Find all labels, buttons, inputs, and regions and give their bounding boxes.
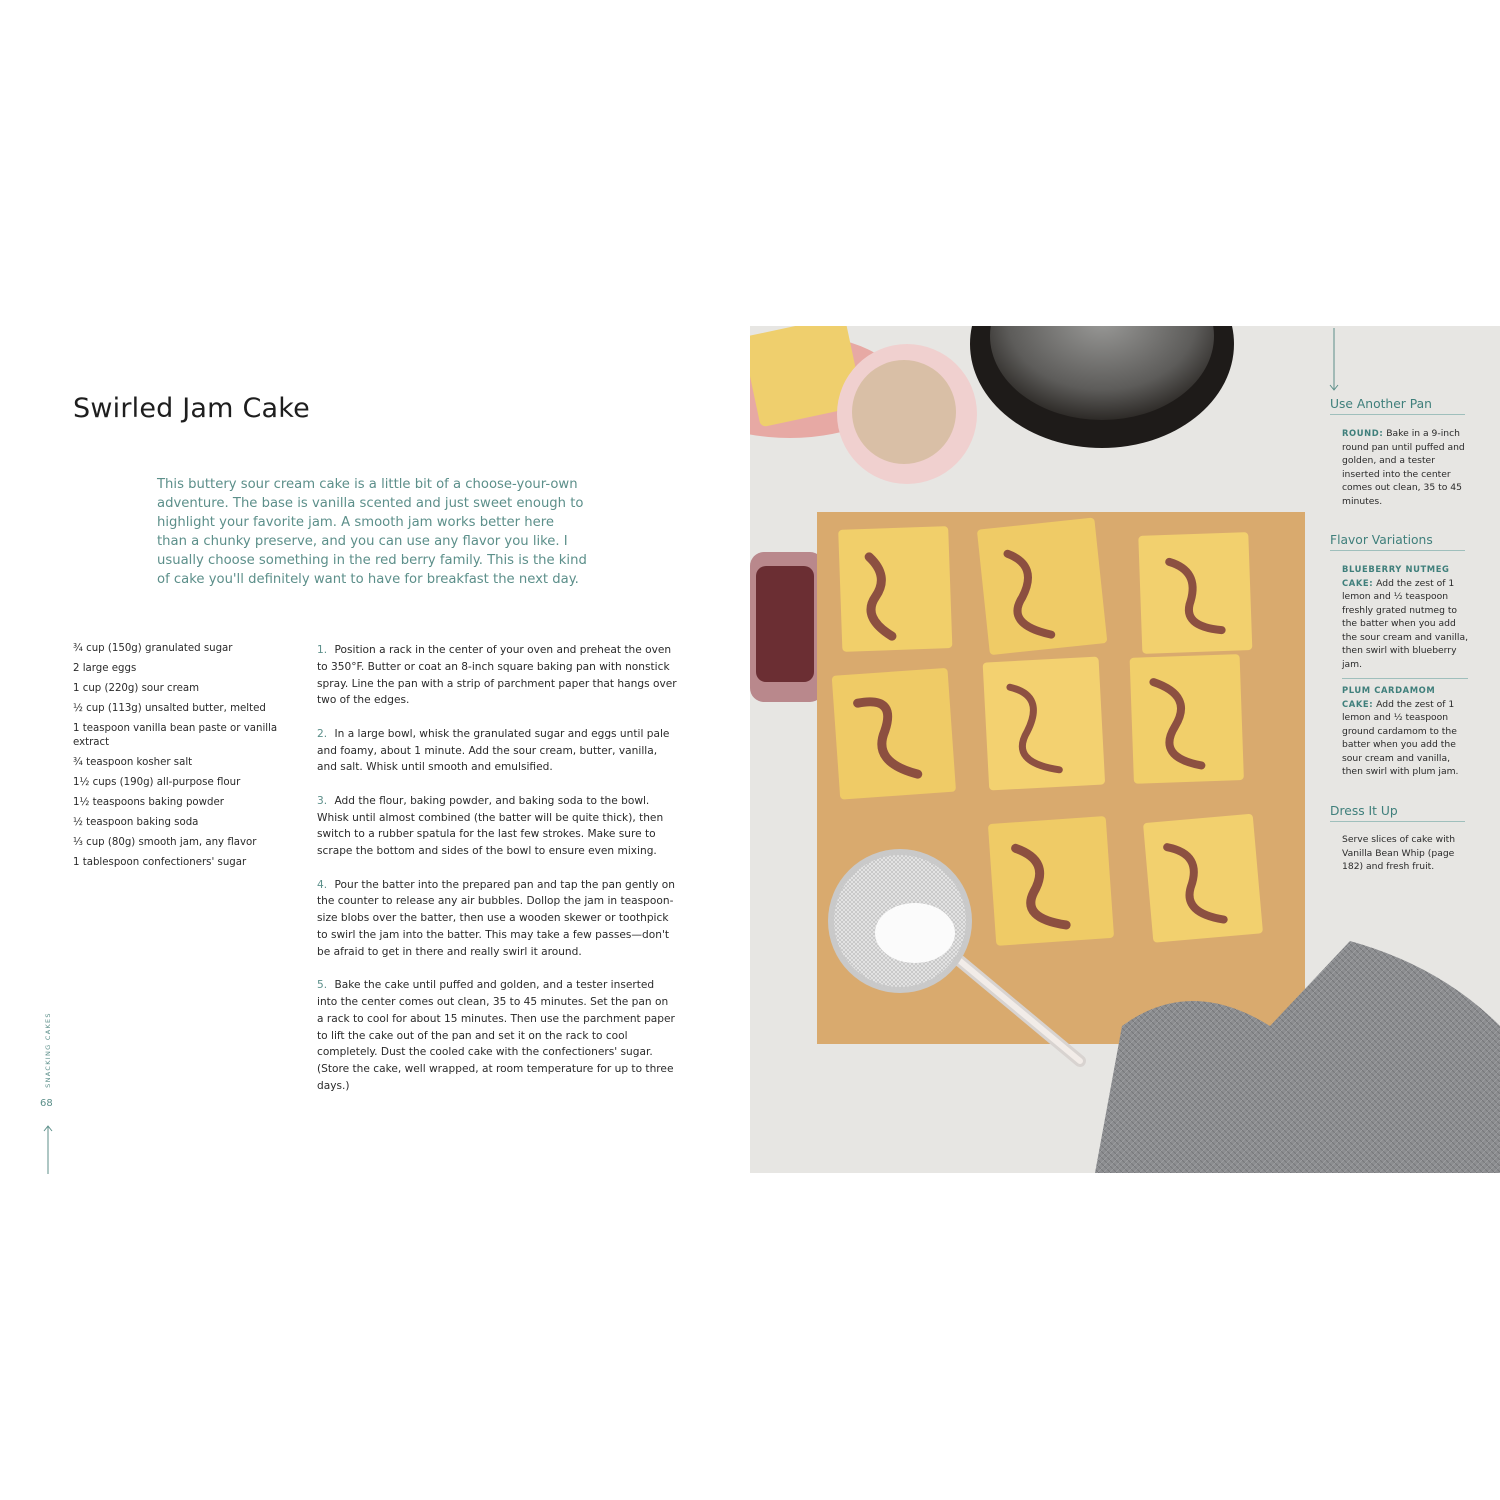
ingredient-item: ¾ teaspoon kosher salt: [73, 756, 193, 768]
tea-cup: [837, 344, 977, 484]
up-arrow-icon: [42, 1124, 54, 1174]
variation-plum: [1342, 684, 1470, 779]
variation-blueberry: [1342, 563, 1470, 671]
method-step: [317, 877, 677, 961]
ingredient-item: 1 tablespoon confectioners' sugar: [73, 857, 247, 869]
step-number: 5.: [317, 979, 328, 992]
step-text: In a large bowl, whisk the granulated sugar and eggs until pale and foamy, about 1 minute. Add the sour cream, butter, vanilla, and salt. Whisk until smooth and emulsified.: [317, 727, 670, 774]
ingredient-item: ⅓ cup (80g) smooth jam, any flavor: [73, 837, 257, 849]
use-another-pan-text: [1342, 427, 1470, 508]
variation-text: Add the zest of 1 lemon and ½ teaspoon freshly grated nutmeg to the batter when you add the sour cream and vanilla, then swirl with blueberry jam.: [1342, 577, 1469, 670]
recipe-intro: This buttery sour cream cake is a little bit of a choose-your-own adventure. The base is vanilla scented and just sweet enough to highlight your favorite jam. A smooth jam works better here than a chunky preserve, and you can use any flavor you like. I usually choose something in the red berry family. This is the kind of cake you'll definitely want to have for breakfast the next day.: [157, 477, 587, 587]
dress-it-up-heading: Dress It Up: [1330, 804, 1465, 822]
step-text: Position a rack in the center of your oven and preheat the oven to 350°F. Butter or coat an 8-inch square baking pan with nonstick spray. Line the pan with a strip of parchment paper that hangs over two of the edges.: [317, 644, 677, 707]
round-text: Bake in a 9-inch round pan until puffed and golden, and a tester inserted into the center comes out clean, 35 to 45 minutes.: [1342, 428, 1465, 507]
method-step: [317, 726, 677, 776]
use-another-pan-heading: Use Another Pan: [1330, 397, 1465, 415]
divider: [1342, 678, 1468, 679]
ingredient-item: 1½ cups (190g) all-purpose flour: [73, 777, 241, 789]
flavor-variations-heading: Flavor Variations: [1330, 533, 1465, 551]
round-label: ROUND:: [1342, 428, 1384, 438]
step-text: Bake the cake until puffed and golden, and a tester inserted into the center comes out clean, 35 to 45 minutes. Set the pan on a rack to cool for about 15 minutes. Then use the parchment paper to lift the cake out of the pan and set it on the rack to cool completely. Dust the cooled cake with the confectioners' sugar. (Store the cake, well wrapped, at room temperature for up to three days.): [317, 979, 675, 1092]
section-label: SNACKING CAKES: [44, 1012, 52, 1088]
step-number: 4.: [317, 878, 328, 891]
variation-label: PLUM CARDAMOM CAKE:: [1342, 685, 1436, 709]
ingredient-item: 2 large eggs: [73, 663, 137, 675]
recipe-title: Swirled Jam Cake: [73, 393, 310, 424]
ingredient-item: 1 teaspoon vanilla bean paste or vanilla extract: [73, 723, 278, 748]
step-text: Pour the batter into the prepared pan and tap the pan gently on the counter to release any air bubbles. Dollop the jam in teaspoon-size blobs over the batter, then use a wooden skewer or toothpick to swirl the jam into the batter. This may take a few passes—don't be afraid to get in there and really swirl it around.: [317, 878, 675, 958]
ingredient-item: ¾ cup (150g) granulated sugar: [73, 643, 233, 654]
step-text: Add the flour, baking powder, and baking soda to the bowl. Whisk until almost combined (the batter will be quite thick), then switch to a rubber spatula for the last few strokes. Make sure to scrape the bottom and sides of the bowl to ensure even mixing.: [317, 794, 664, 858]
method-step: [317, 793, 677, 860]
page-number: 68: [40, 1098, 53, 1109]
method-steps: [317, 642, 677, 1111]
step-number: 2.: [317, 727, 328, 740]
ingredient-item: ½ cup (113g) unsalted butter, melted: [73, 703, 266, 715]
method-step: [317, 977, 677, 1095]
step-number: 1.: [317, 644, 328, 656]
ingredient-item: ½ teaspoon baking soda: [73, 817, 199, 829]
ingredient-item: 1 cup (220g) sour cream: [73, 683, 200, 695]
ingredient-list: [73, 642, 278, 877]
variation-label: BLUEBERRY NUTMEG CAKE:: [1342, 564, 1450, 588]
dress-it-up-text: Serve slices of cake with Vanilla Bean Whip (page 182) and fresh fruit.: [1342, 834, 1456, 872]
jam-jar: [750, 552, 824, 702]
method-step: [317, 642, 677, 709]
step-number: 3.: [317, 794, 328, 807]
variation-text: Add the zest of 1 lemon and ½ teaspoon ground cardamom to the batter when you add the sour cream and vanilla, then swirl with plum jam.: [1342, 698, 1459, 777]
down-arrow-icon: [1328, 328, 1340, 392]
ingredient-item: 1½ teaspoons baking powder: [73, 797, 224, 809]
